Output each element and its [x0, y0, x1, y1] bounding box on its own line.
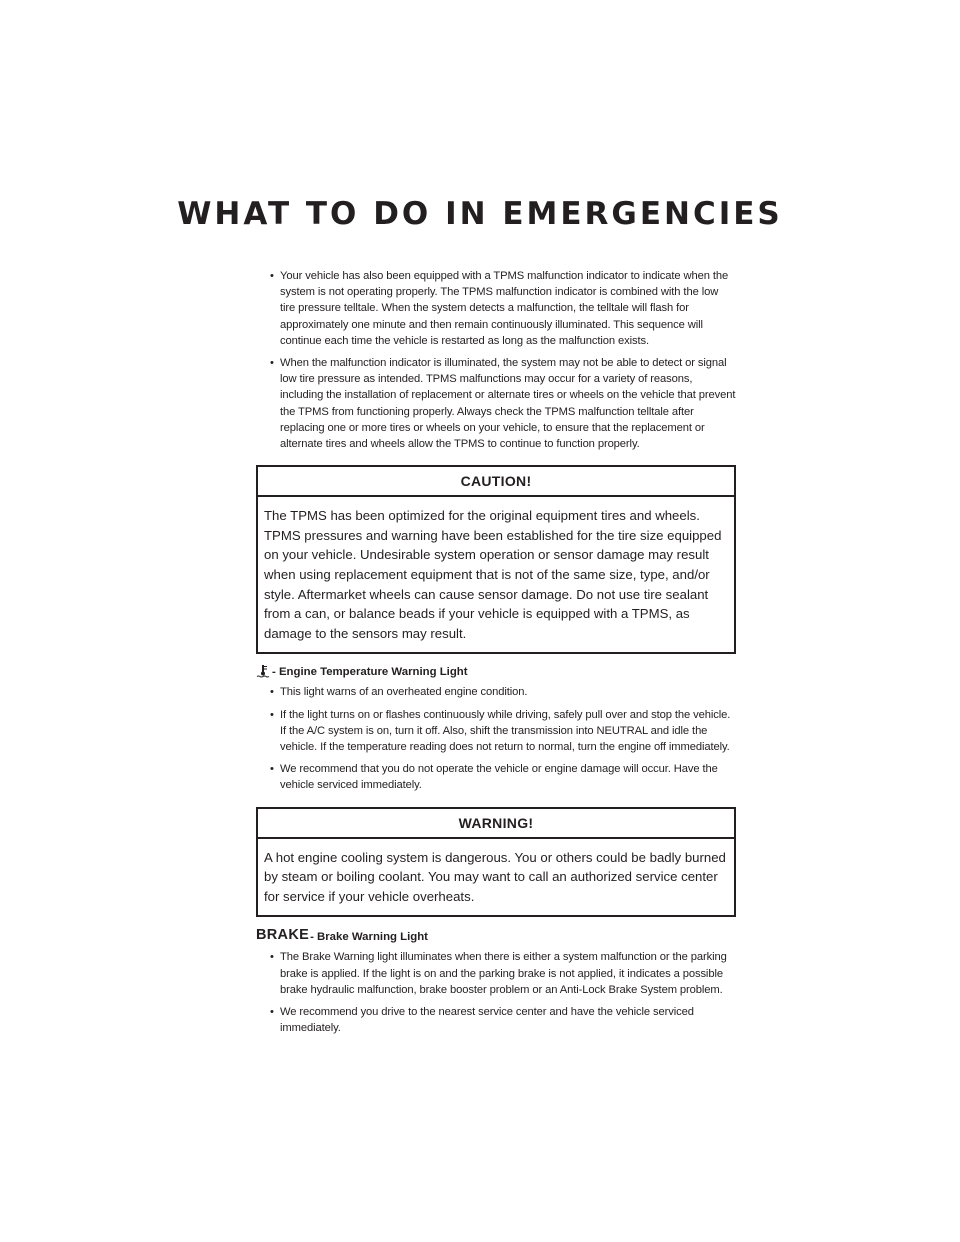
brake-bullet-list — [256, 949, 736, 1036]
warning-body: A hot engine cooling system is dangerous. You or others could be badly burned by steam or boiling coolant. You may want to call an authorized service center for service if your vehicle overheats. — [264, 849, 726, 904]
engine-temp-heading — [256, 664, 736, 678]
warning-box — [256, 807, 736, 918]
list-item: • We recommend that you do not operate the vehicle or engine damage will occur. Have the vehicle serviced immediately. — [256, 761, 736, 793]
list-item: • When the malfunction indicator is illuminated, the system may not be able to detect or signal low tire pressure as intended. TPMS malfunctions may occur for a variety of reasons, including the installation of replacement or alternate tires or wheels on the vehicle that prevent the TPMS from functioning properly. Always check the TPMS malfunction telltale after replacing one or more tires or wheels on your vehicle, to ensure that the replacement or alternate tires and wheels allow the TPMS to continue to function properly. — [256, 355, 736, 452]
list-item: • If the light turns on or flashes continuously while driving, safely pull over and stop the vehicle. If the A/C system is on, turn it off. Also, shift the transmission into NEUTRAL and idle the vehicle. If the temperature reading does not return to normal, turn the engine off immediately. — [256, 707, 736, 756]
warning-title: WARNING! — [258, 809, 734, 839]
tpms-bullet-list — [256, 268, 736, 452]
brake-indicator-label: BRAKE — [256, 927, 310, 944]
brake-heading — [256, 927, 736, 943]
brake-heading-text: - Brake Warning Light — [310, 931, 428, 944]
engine-temp-bullet-list — [256, 684, 736, 793]
caution-body: The TPMS has been optimized for the original equipment tires and wheels. TPMS pressures and warning have been established for the tire size equipped on your vehicle. Undesirable system operation or sensor damage may result when using replacement equipment that is not of the same size, type, and/or style. Aftermarket wheels can cause sensor damage. Do not use tire sealant from a can, or balance beads if your vehicle is equipped with a TPMS, as damage to the sensors may result. — [264, 508, 722, 641]
caution-box — [256, 465, 736, 654]
page-content — [256, 268, 736, 1042]
list-item: • Your vehicle has also been equipped with a TPMS malfunction indicator to indicate when the system is not operating properly. The TPMS malfunction indicator is combined with the low tire pressure telltale. When the system detects a malfunction, the telltale will flash for approximately one minute and then remain continuously illuminated. This sequence will continue each time the vehicle is restarted as long as the malfunction exists. — [256, 268, 736, 349]
list-item: • We recommend you drive to the nearest service center and have the vehicle serviced immediately. — [256, 1004, 736, 1036]
list-item: • This light warns of an overheated engine condition. — [256, 684, 736, 700]
list-item: • The Brake Warning light illuminates when there is either a system malfunction or the parking brake is applied. If the light is on and the parking brake is not applied, it indicates a possible brake hydraulic malfunction, brake booster problem or an Anti-Lock Brake System problem. — [256, 949, 736, 998]
page-title: WHAT TO DO IN EMERGENCIES — [177, 196, 783, 232]
caution-title: CAUTION! — [258, 467, 734, 497]
engine-temp-heading-text: - Engine Temperature Warning Light — [272, 666, 468, 679]
engine-temperature-icon — [256, 664, 270, 678]
